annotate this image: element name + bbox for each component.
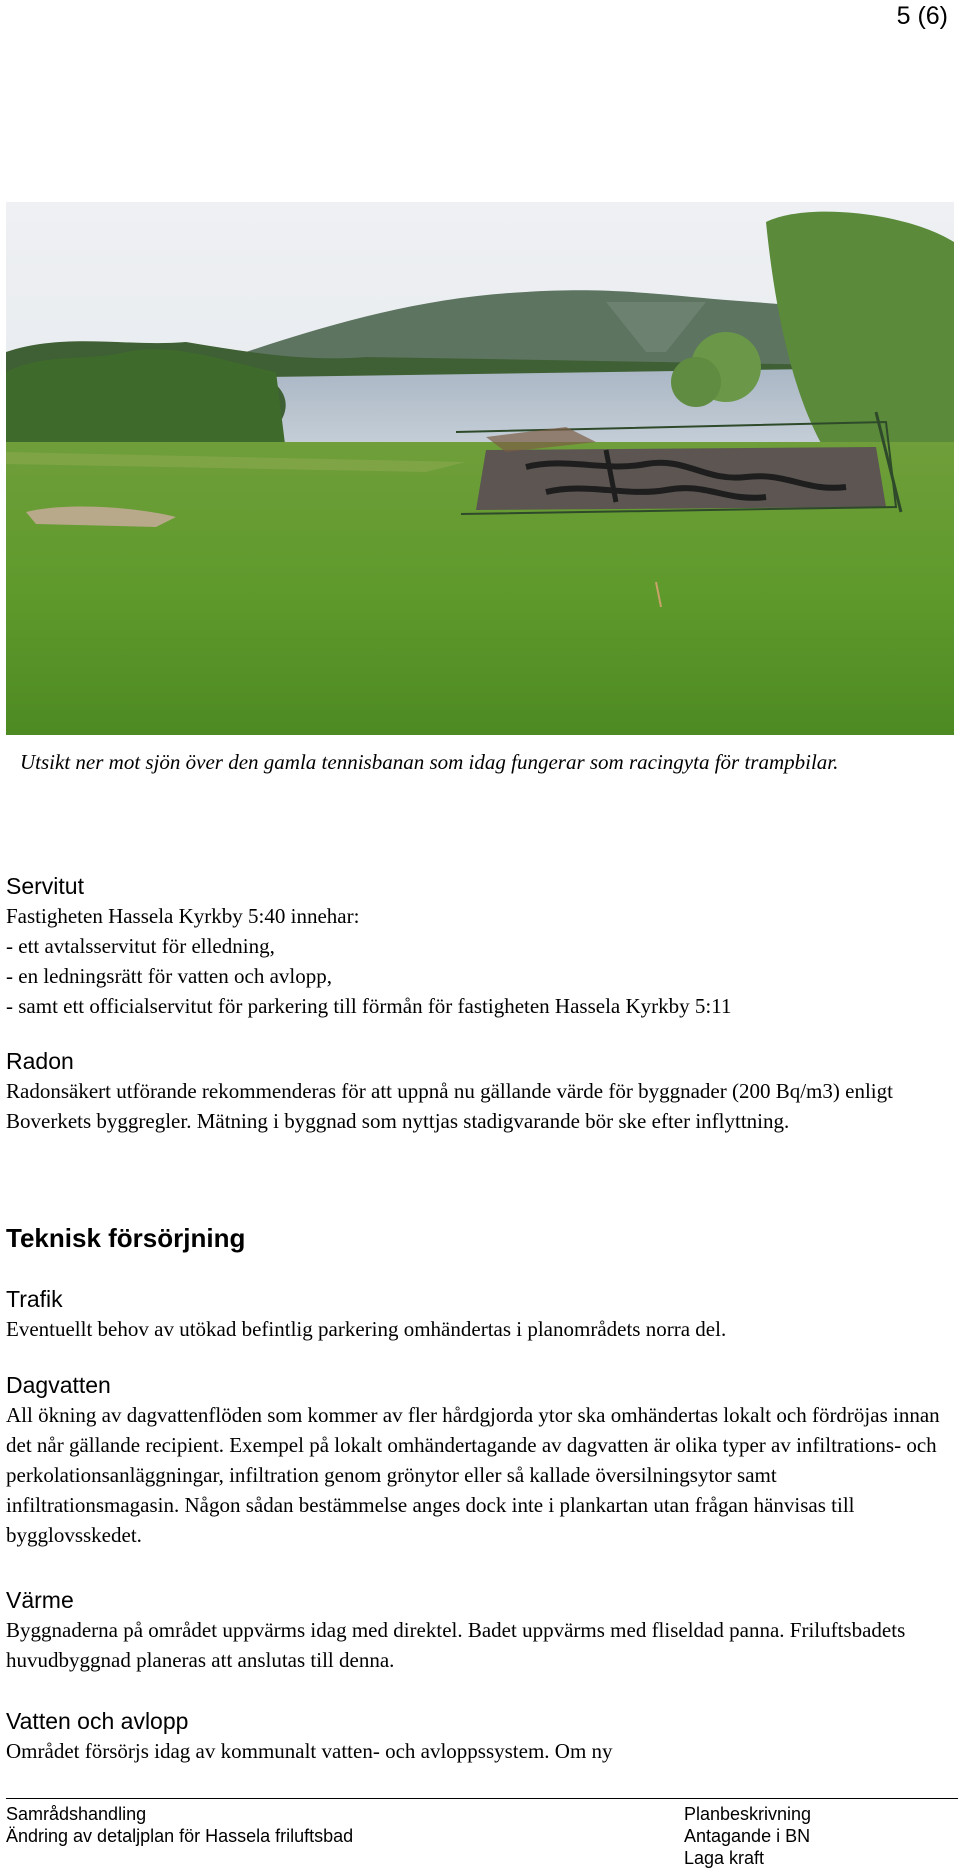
teknisk-heading: Teknisk försörjning xyxy=(6,1223,246,1253)
servitut-line: Fastigheten Hassela Kyrkby 5:40 innehar: xyxy=(6,904,360,928)
varme-section xyxy=(6,1585,954,1675)
radon-text: Radonsäkert utförande rekommenderas för att uppnå nu gällande värde för byggnader (200 Bq/m3) enligt Boverkets byggregler. Mätning i byggnad som nyttjas stadigvarande bör ske efter inflyttning. xyxy=(6,1079,893,1133)
servitut-line: - ett avtalsservitut för elledning, xyxy=(6,934,275,958)
radon-section xyxy=(6,1046,954,1136)
footer-document-type: Planbeskrivning xyxy=(684,1804,812,1824)
teknisk-section xyxy=(6,1223,954,1253)
radon-heading: Radon xyxy=(6,1048,74,1074)
footer-stage: Antagande i BN xyxy=(684,1826,811,1846)
page-number: 5 (6) xyxy=(896,2,948,30)
dagvatten-text: All ökning av dagvattenflöden som kommer av fler hårdgjorda ytor ska omhändertas lokalt och fördröjas innan det når gällande recipient. Exempel på lokalt omhändertagande av dagvatten är olika typer av infiltrations- och perkolationsanläggningar, infiltration genom grönytor eller så kallade översilningsytor samt infiltrationsmagasin. Någon sådan bestämmelse anges dock inte i plankartan utan frågan hänvisas till bygglovsskedet. xyxy=(6,1403,940,1547)
footer-document-status: Samrådshandling xyxy=(6,1804,147,1824)
vatten-section xyxy=(6,1706,954,1766)
photo-caption: Utsikt ner mot sjön över den gamla tennisbanan som idag fungerar som racingyta för trampbilar. xyxy=(20,750,839,774)
footer-right xyxy=(684,1803,811,1869)
landscape-photo xyxy=(6,202,954,735)
varme-text: Byggnaderna på området uppvärms idag med direktel. Badet uppvärms med fliseldad panna. Friluftsbadets huvudbyggnad planeras att anslutas till denna. xyxy=(6,1618,906,1672)
footer-document-title: Ändring av detaljplan för Hassela friluftsbad xyxy=(6,1826,354,1846)
servitut-section xyxy=(6,871,954,1021)
vatten-text: Området försörjs idag av kommunalt vatten- och avloppssystem. Om ny xyxy=(6,1739,613,1763)
servitut-heading: Servitut xyxy=(6,873,84,899)
dagvatten-heading: Dagvatten xyxy=(6,1372,111,1398)
footer-divider xyxy=(6,1798,958,1799)
trafik-section xyxy=(6,1284,954,1344)
dagvatten-section xyxy=(6,1370,954,1550)
servitut-line: - en ledningsrätt för vatten och avlopp, xyxy=(6,964,332,988)
racing-court xyxy=(476,447,886,510)
footer-status: Laga kraft xyxy=(684,1848,765,1868)
trafik-text: Eventuellt behov av utökad befintlig parkering omhändertas i planområdets norra del. xyxy=(6,1317,727,1341)
varme-heading: Värme xyxy=(6,1587,74,1613)
trafik-heading: Trafik xyxy=(6,1286,63,1312)
servitut-line: - samt ett officialservitut för parkering till förmån för fastigheten Hassela Kyrkby 5:11 xyxy=(6,994,732,1018)
vatten-heading: Vatten och avlopp xyxy=(6,1708,189,1734)
footer-left xyxy=(6,1803,353,1847)
